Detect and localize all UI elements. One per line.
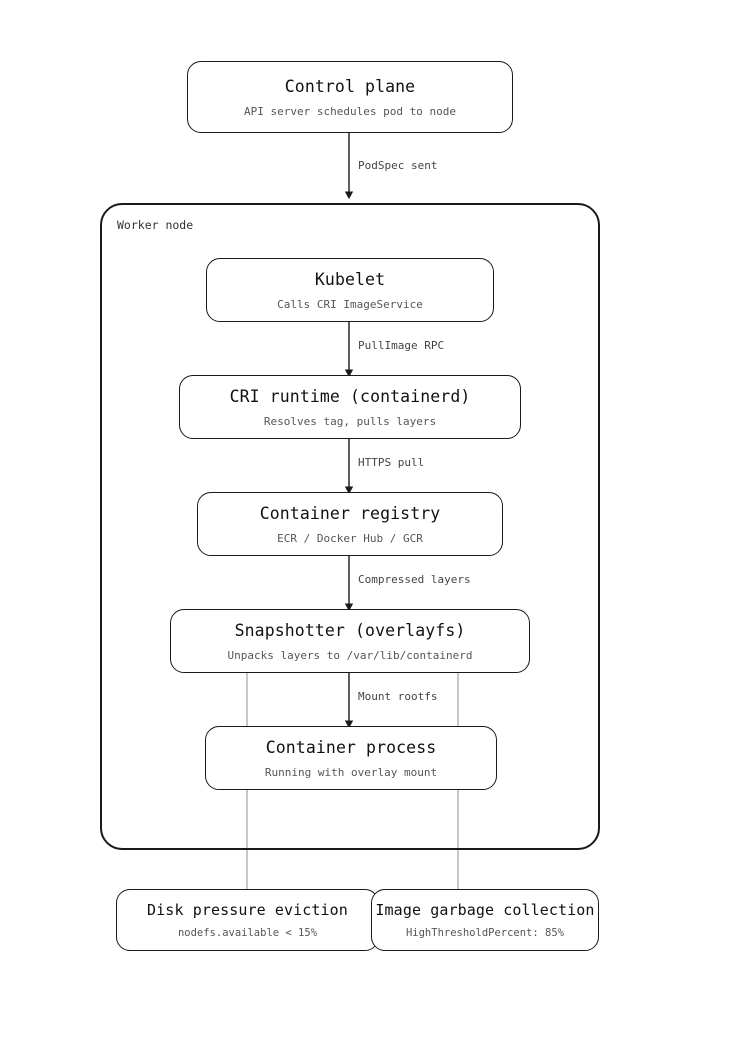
node-container-process[interactable]: [205, 726, 497, 790]
node-container-registry-subtitle: ECR / Docker Hub / GCR: [277, 531, 423, 545]
node-control-plane-subtitle: API server schedules pod to node: [244, 104, 456, 118]
worker-node-group-label: Worker node: [117, 218, 194, 232]
node-container-process-subtitle: Running with overlay mount: [264, 765, 438, 779]
node-cri-runtime[interactable]: [179, 375, 521, 439]
edge-label-podspec-sent: PodSpec sent: [358, 159, 438, 172]
edge-label-https-pull: HTTPS pull: [358, 456, 425, 469]
node-cri-runtime-subtitle: Resolves tag, pulls layers: [263, 414, 437, 428]
node-cri-runtime-title: CRI runtime (containerd): [229, 386, 471, 406]
node-disk-pressure-eviction-title: Disk pressure eviction: [147, 901, 348, 919]
node-disk-pressure-eviction[interactable]: [116, 889, 379, 951]
node-container-process-title: Container process: [265, 737, 437, 757]
node-control-plane-title: Control plane: [284, 76, 416, 96]
node-container-registry[interactable]: [197, 492, 503, 556]
node-image-garbage-collection[interactable]: [371, 889, 599, 951]
node-snapshotter-subtitle: Unpacks layers to /var/lib/containerd: [227, 648, 473, 662]
node-snapshotter-title: Snapshotter (overlayfs): [234, 620, 466, 640]
node-image-garbage-collection-title: Image garbage collection: [375, 901, 595, 919]
node-container-registry-title: Container registry: [259, 503, 441, 523]
node-kubelet[interactable]: [206, 258, 494, 322]
node-control-plane[interactable]: [187, 61, 513, 133]
node-kubelet-title: Kubelet: [314, 269, 386, 289]
edge-label-pullimage-rpc: PullImage RPC: [358, 339, 445, 352]
edge-label-mount-rootfs: Mount rootfs: [358, 690, 438, 703]
node-snapshotter[interactable]: [170, 609, 530, 673]
node-image-garbage-collection-subtitle: HighThresholdPercent: 85%: [405, 927, 565, 939]
node-disk-pressure-eviction-subtitle: nodefs.available < 15%: [177, 927, 318, 939]
edge-label-compressed-layers: Compressed layers: [358, 573, 471, 586]
node-kubelet-subtitle: Calls CRI ImageService: [277, 297, 423, 311]
